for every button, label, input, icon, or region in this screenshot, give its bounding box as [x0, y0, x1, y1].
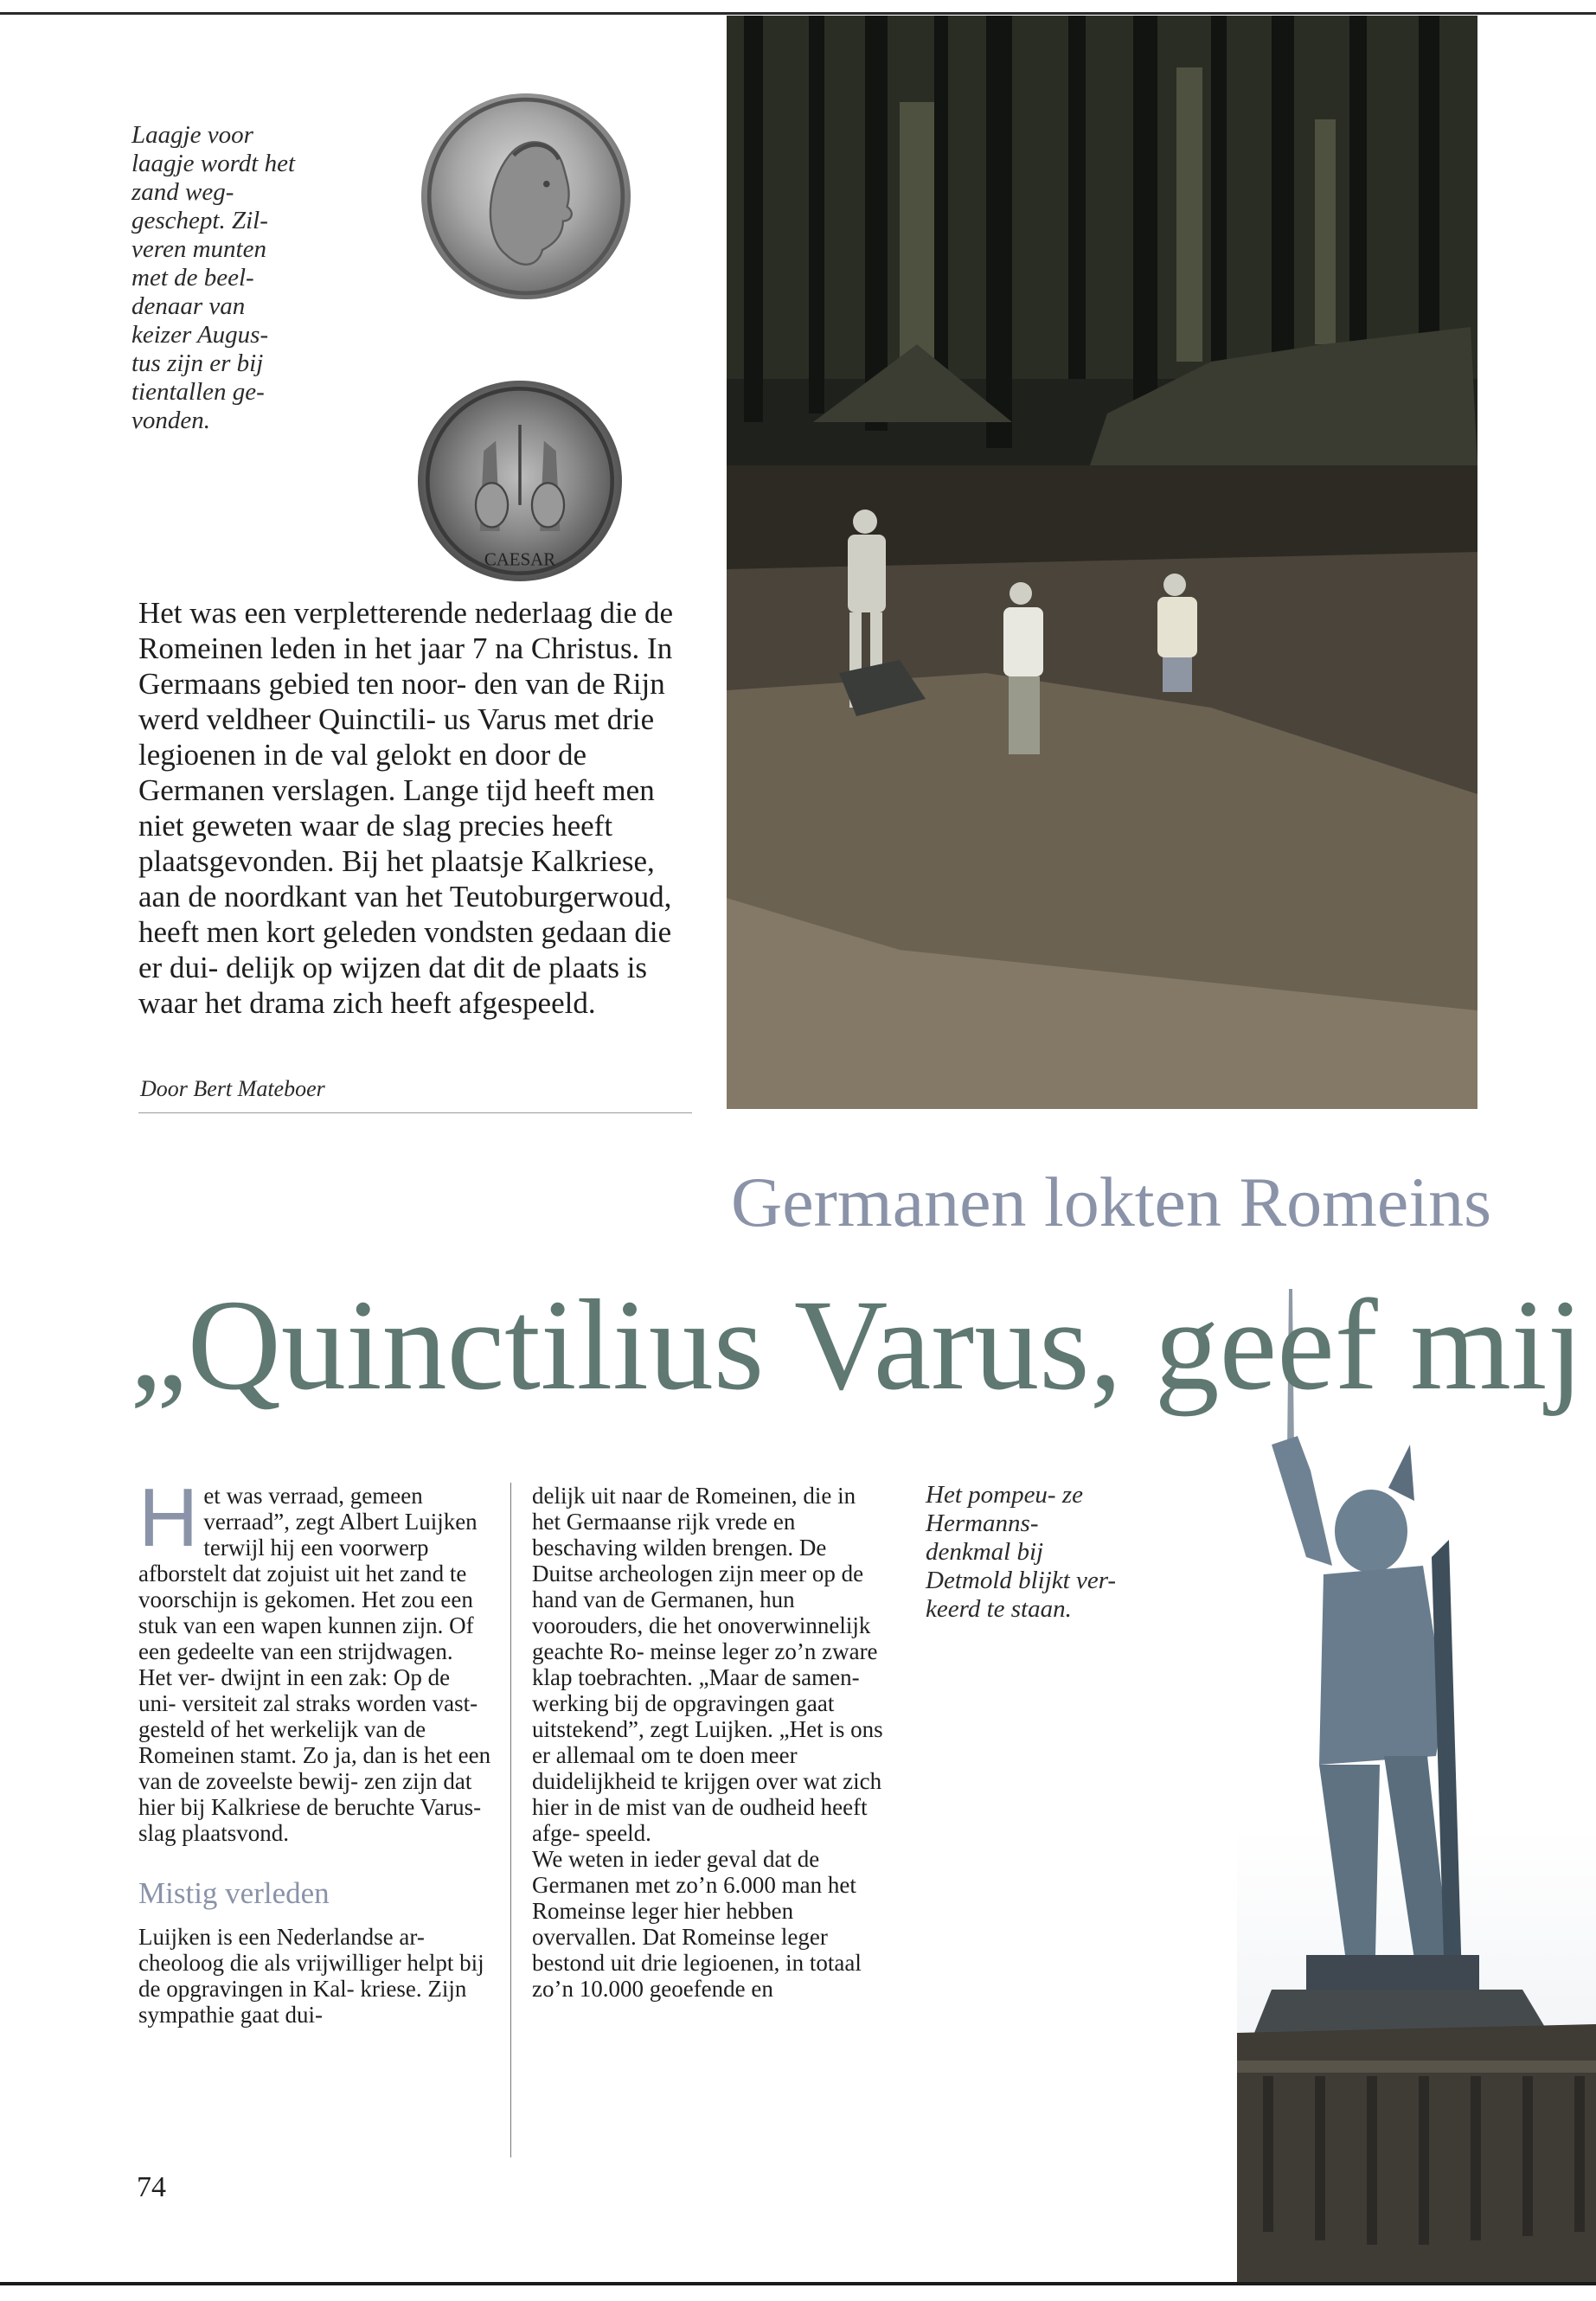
- headline: „Quinctilius Varus, geef mij: [130, 1273, 1584, 1417]
- excavation-photo: [727, 16, 1477, 1109]
- byline-rule: [138, 1112, 692, 1113]
- top-rule: [0, 12, 1596, 15]
- column-divider: [510, 1483, 511, 2157]
- article-column-1: [138, 1471, 491, 2028]
- statue-caption: Het pompeu- ze Hermanns- denkmal bij Detmold blijkt ver- keerd te staan.: [926, 1481, 1117, 1623]
- drop-cap: H: [138, 1471, 199, 1564]
- bottom-rule: [0, 2282, 1596, 2285]
- intro-paragraph: Het was een verpletterende nederlaag die de Romeinen leden in het jaar 7 na Christus. In Germaans gebied ten noor- den van de Rijn werd veldheer Quinctili- us Varus met drie legioenen in de val gelokt en door de Germanen verslagen. Lange tijd heeft men niet geweten waar de slag precies heeft plaatsgevonden. Bij het plaatsje Kalkriese, aan de noordkant van het Teutoburgerwoud, heeft men kort geleden vondsten gedaan die er dui- delijk op wijzen dat dit de plaats is waar het drama zich heeft afgespeeld.: [138, 596, 674, 1020]
- column2-paragraph-2: We weten in ieder geval dat de Germanen met zo’n 6.000 man het Romeinse leger hier hebben overvallen. Dat Romeinse leger bestond uit drie legioenen, in totaal zo’n 10.000 geoefende en: [532, 1846, 862, 2002]
- caesar-coin-image: [418, 381, 622, 581]
- page-number: 74: [137, 2171, 166, 2203]
- coin-legend: CAESAR: [484, 548, 556, 570]
- subhead-mistig-verleden: Mistig verleden: [138, 1876, 330, 1910]
- column1-paragraph: et was verraad, gemeen verraad”, zegt Albert Luijken terwijl hij een voorwerp afborstelt dat zojuist uit het zand te voorschijn is gekomen. Het zou een stuk van een wapen kunnen zijn. Of een gedeelte van een strijdwagen. Het ver- dwijnt in een zak: Op de uni- versiteit zal straks worden vast- gesteld of het werkelijk van de Romeinen stamt. Zo ja, dan is het een van de zoveelste bewij- zen zijn dat hier bij Kalkriese de beruchte Varus-slag plaatsvond.: [138, 1483, 491, 1846]
- byline: Door Bert Mateboer: [140, 1076, 325, 1101]
- augustus-coin-image: [421, 93, 631, 299]
- kicker-title: Germanen lokten Romeins: [731, 1163, 1492, 1241]
- hermannsdenkmal-photo: [1237, 1272, 1596, 2284]
- column1-paragraph-2: Luijken is een Nederlandse ar- cheoloog die als vrijwilliger helpt bij de opgravingen in Kal- kriese. Zijn sympathie gaat dui-: [138, 1924, 484, 2028]
- coins-caption: Laagje voor laagje wordt het zand weg- geschept. Zil- veren munten met de beel- denaar van keizer Augus- tus zijn er bij tientallen ge- vonden.: [131, 121, 296, 434]
- article-column-2: [532, 1483, 887, 2002]
- column2-paragraph-1: delijk uit naar de Romeinen, die in het Germaanse rijk vrede en beschaving wilden brengen. De Duitse archeologen zijn meer op de hand van de Germanen, hun voorouders, die het onoverwinnelijk geachte Ro- meinse leger zo’n zware klap toebrachten. „Maar de samen- werking bij de opgravingen gaat uitstekend”, zegt Luijken. „Het is ons er allemaal om te doen meer duidelijkheid te krijgen over wat zich hier in de mist van de oudheid heeft afge- speeld.: [532, 1483, 883, 1846]
